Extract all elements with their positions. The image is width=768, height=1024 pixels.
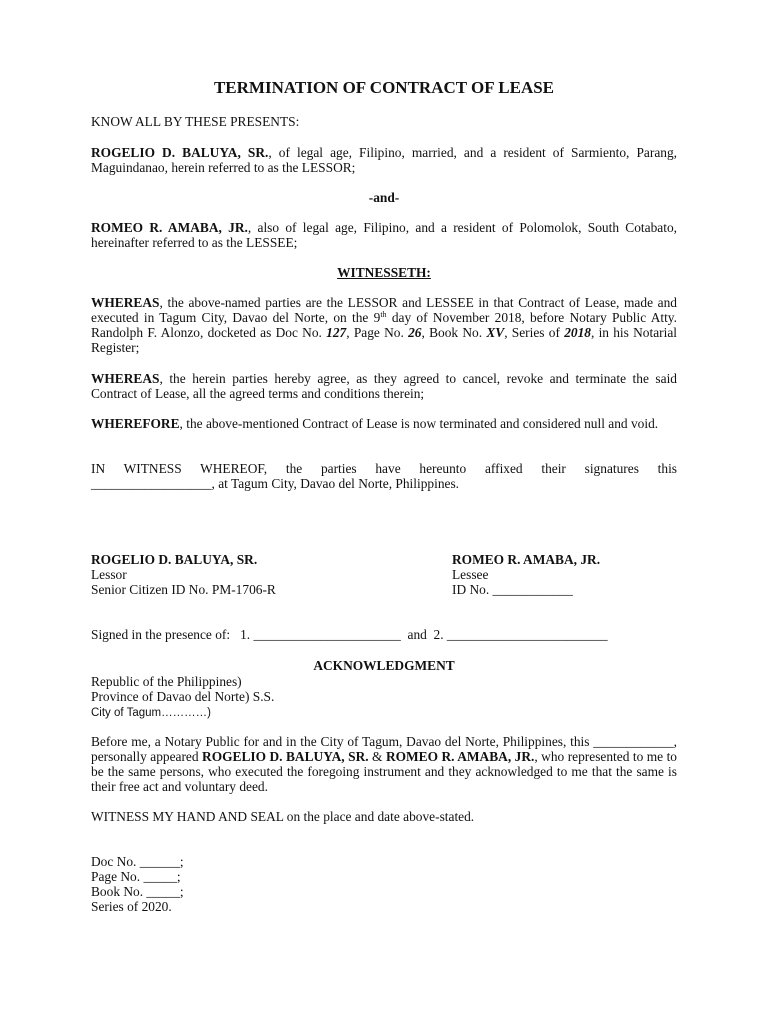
venue-line-1: Republic of the Philippines) [91, 674, 242, 689]
lessee-role: Lessee [452, 567, 489, 582]
venue-city: City of Tagum [91, 707, 162, 719]
document-title: TERMINATION OF CONTRACT OF LEASE [213, 78, 555, 97]
wherefore-text: , the above-mentioned Contract of Lease is now terminated and considered null and void. [179, 416, 659, 431]
whereas-1-lead: WHEREAS [91, 295, 160, 310]
acknowledgment-paragraph [91, 734, 677, 794]
venue-line-3 [91, 704, 677, 721]
in-witness-line-2: __________________, at Tagum City, Davao del Norte, Philippines. [91, 476, 460, 491]
whereas-2-lead: WHEREAS [91, 371, 160, 386]
witnesseth-heading: WITNESSETH: [337, 265, 431, 280]
lessee-name: ROMEO R. AMABA, JR. [91, 220, 248, 235]
lessor-id: Senior Citizen ID No. PM-1706-R [91, 582, 276, 597]
lessee-signatory-name: ROMEO R. AMABA, JR. [452, 552, 601, 567]
ack-text-a: Before me, a Notary Public for and in the City of Tagum, Davao del Norte, Philippines, this ____________, personally appeared [91, 734, 677, 764]
whereas-1-text-e: , Series of [504, 325, 565, 340]
notarial-page-no: Page No. _____; [91, 869, 181, 884]
lessee-id: ID No. ____________ [452, 582, 573, 597]
ack-name-lessor: ROGELIO D. BALUYA, SR. [202, 749, 369, 764]
lessor-text: , of legal age, Filipino, married, and a resident of Sarmiento, Parang, Maguindanao, herein referred to as the LESSOR; [91, 145, 678, 175]
lessor-signatory-name: ROGELIO D. BALUYA, SR. [91, 552, 258, 567]
notarial-doc-no: Doc No. ______; [91, 854, 184, 869]
ack-text-c: , who represented to me to be the same persons, who executed the foregoing instrument and they acknowledged to me that the same is their free act and voluntary deed. [91, 749, 678, 794]
lessor-paragraph [91, 145, 677, 175]
series-year: 2018 [564, 325, 591, 340]
witnesses-line: Signed in the presence of: 1. ______________________ and 2. ________________________ [91, 627, 608, 642]
notarial-book-no: Book No. _____; [91, 884, 184, 899]
book-number: XV [486, 325, 505, 340]
whereas-2-text: , the herein parties hereby agree, as they agreed to cancel, revoke and terminate the said Contract of Lease, all the agreed terms and conditions therein; [91, 371, 677, 401]
witness-hand-line: WITNESS MY HAND AND SEAL on the place and date above-stated. [91, 809, 475, 824]
lessee-text: , also of legal age, Filipino, and a resident of Polomolok, South Cotabato, hereinafter referred to as the LESSEE; [91, 220, 677, 250]
ack-text-b: & [368, 749, 386, 764]
lessee-signature-block [452, 552, 712, 597]
whereas-1-text-a: , the above-named parties are the LESSOR and LESSEE in that Contract of Lease, made and executed in Tagum City, Davao del Norte, on the 9 [91, 295, 677, 325]
wherefore-paragraph [91, 416, 677, 431]
whereas-1-text-f: , in his Notarial Register; [91, 325, 677, 355]
ack-name-lessee: ROMEO R. AMABA, JR. [385, 749, 535, 764]
intro-line: KNOW ALL BY THESE PRESENTS: [91, 114, 300, 129]
acknowledgment-heading: ACKNOWLEDGMENT [313, 658, 455, 673]
lessor-name: ROGELIO D. BALUYA, SR. [91, 145, 269, 160]
whereas-paragraph-2 [91, 371, 677, 401]
whereas-paragraph-1 [91, 295, 677, 355]
lessor-role: Lessor [91, 567, 127, 582]
wherefore-lead: WHEREFORE [91, 416, 180, 431]
lessor-signature-block [91, 552, 351, 597]
doc-number: 127 [326, 325, 347, 340]
notarial-details [91, 854, 677, 914]
whereas-1-text-d: , Book No. [421, 325, 487, 340]
day-superscript: th [380, 310, 387, 319]
page-number: 26 [408, 325, 422, 340]
lessee-paragraph [91, 220, 677, 250]
in-witness-line-1: IN WITNESS WHEREOF, the parties have hereunto affixed their signatures this [91, 461, 677, 476]
whereas-1-text-c: , Page No. [346, 325, 409, 340]
notarial-series: Series of 2020. [91, 899, 172, 914]
whereas-1-text-b: day of November 2018, before Notary Public Atty. Randolph F. Alonzo, docketed as Doc No. [91, 310, 677, 340]
venue-dots: …………) [161, 707, 211, 719]
and-separator: -and- [368, 190, 400, 205]
venue-line-2: Province of Davao del Norte) S.S. [91, 689, 275, 704]
venue-block [91, 674, 677, 721]
